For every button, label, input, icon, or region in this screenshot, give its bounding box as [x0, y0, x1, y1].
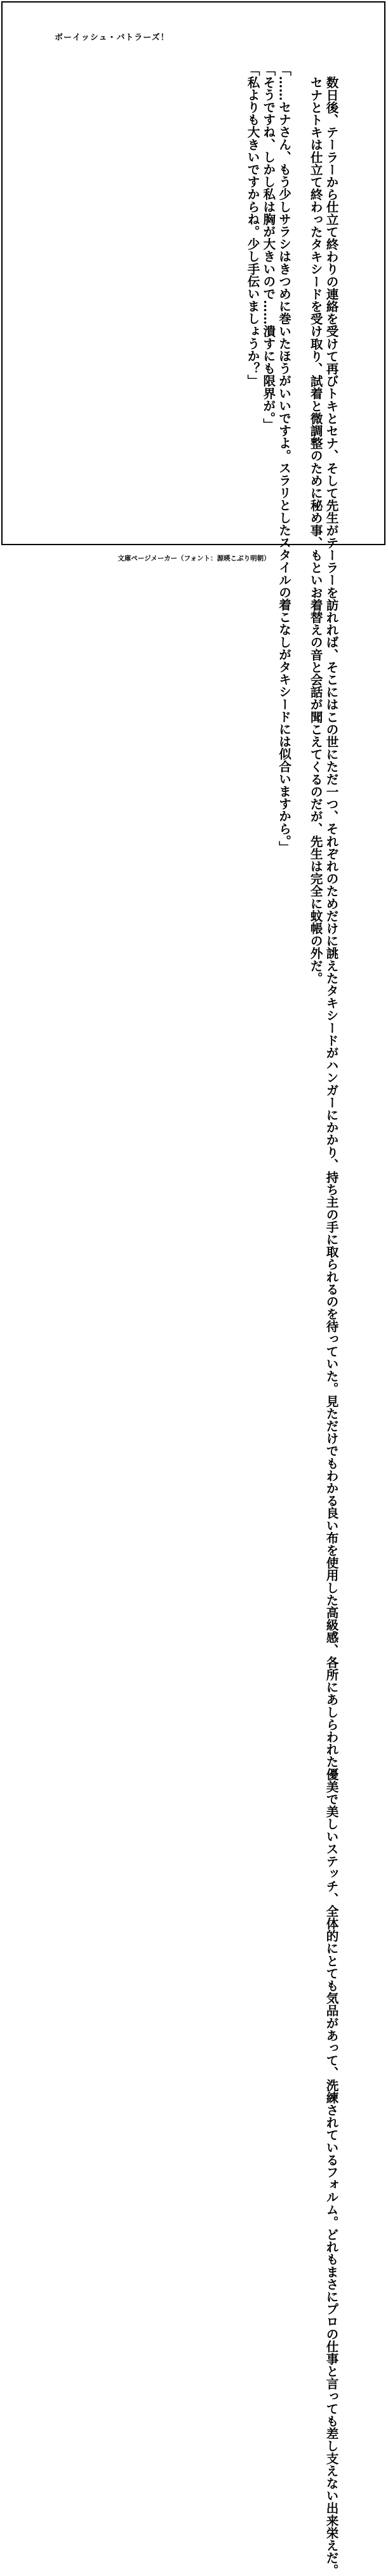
dialogue-3: 「私よりも大きいですからね。少し手伝いましょうか？」: [245, 63, 260, 387]
vertical-text-block: [244, 63, 338, 2576]
paragraph-1: 数日後、テーラーから仕立て終わりの連絡を受けて再びトキとセナ、そして先生がテーラーを訪れれば、そこにはこの世にただ一つ、それぞれのためだけに誂えたタキシードがハンガーにかかり、持ち主の手に取られるのを待っていた。見ただけでもわかる良い布を使用した高級感、各所にあしらわれた優美で美しいステッチ、全体的にとても気品があって、洗練されているフォルム。どれもまさにプロの仕事と言っても差し支えない出来栄えだ。: [324, 76, 338, 2576]
dialogue-1: 「……セナさん、もう少しサラシはきつめに巻いたほうがいいですよ。スラリとしたスタイルの着こなしがタキシードには似合いますから。」: [276, 63, 291, 854]
dialogue-2: 「そうですね、しかし私は胸が大きいので……潰すにも限界が。」: [260, 63, 276, 431]
blank-line: [291, 63, 307, 76]
footer-credit: 文庫ページメーカー（フォント：源暎こぶり明朝）: [117, 555, 271, 562]
running-title: ボーイッシュ・バトラーズ！: [55, 33, 170, 43]
paragraph-2: セナとトキは仕立て終わったタキシードを受け取り、試着と微調整のために秘め事、もといお着替えの音と会話が聞こえてくるのだが、先生は完全に蚊帳の外だ。: [308, 76, 323, 984]
